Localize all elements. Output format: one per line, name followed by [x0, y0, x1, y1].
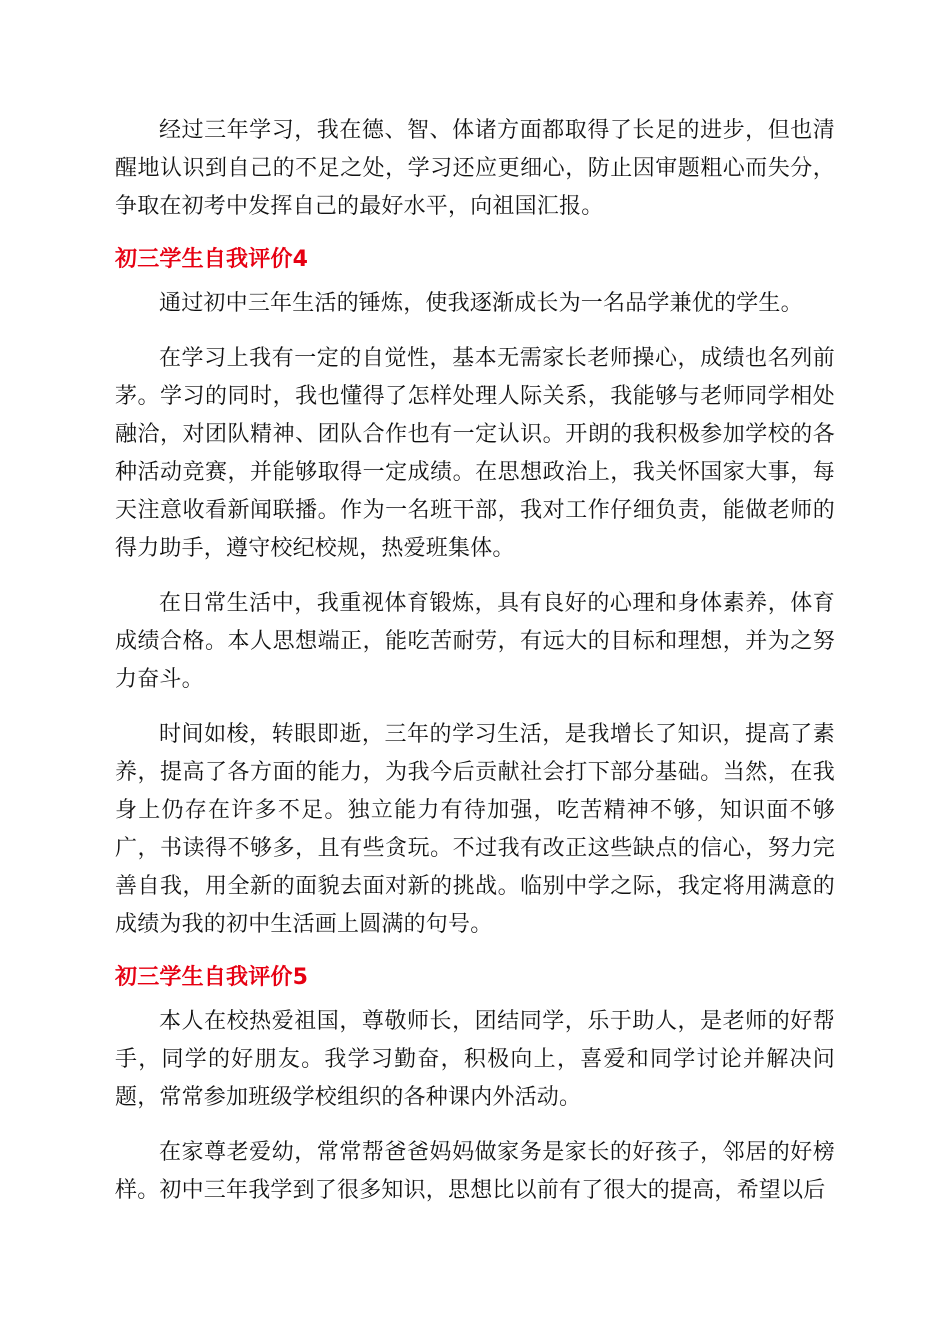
paragraph: 经过三年学习，我在德、智、体诸方面都取得了长足的进步，但也清醒地认识到自己的不足之处，学习还应更细心，防止因审题粗心而失分，争取在初考中发挥自己的最好水平，向祖国汇报。 — [115, 118, 835, 219]
paragraph: 时间如梭，转眼即逝，三年的学习生活，是我增长了知识，提高了素养，提高了各方面的能力，为我今后贡献社会打下部分基础。当然，在我身上仍存在许多不足。独立能力有待加强，吃苦精神不够，知识面不够广，书读得不够多，且有些贪玩。不过我有改正这些缺点的信心，努力完善自我，用全新的面貌去面对新的挑战。临别中学之际，我定将用满意的成绩为我的初中生活画上圆满的句号。 — [115, 722, 835, 937]
paragraph: 在学习上我有一定的自觉性，基本无需家长老师操心，成绩也名列前茅。学习的同时，我也懂得了怎样处理人际关系，我能够与老师同学相处融洽，对团队精神、团队合作也有一定认识。开朗的我积极参加学校的各种活动竞赛，并能够取得一定成绩。在思想政治上，我关怀国家大事，每天注意收看新闻联播。作为一名班干部，我对工作仔细负责，能做老师的得力助手，遵守校纪校规，热爱班集体。 — [115, 346, 835, 561]
paragraph: 本人在校热爱祖国，尊敬师长，团结同学，乐于助人，是老师的好帮手，同学的好朋友。我学习勤奋，积极向上，喜爱和同学讨论并解决问题，常常参加班级学校组织的各种课内外活动。 — [115, 1009, 835, 1110]
document-page — [115, 112, 835, 1227]
section-heading-5: 初三学生自我评价5 — [115, 965, 309, 990]
section-heading-4: 初三学生自我评价4 — [115, 247, 309, 272]
paragraph: 在日常生活中，我重视体育锻炼，具有良好的心理和身体素养，体育成绩合格。本人思想端正，能吃苦耐劳，有远大的目标和理想，并为之努力奋斗。 — [115, 591, 835, 692]
paragraph: 在家尊老爱幼，常常帮爸爸妈妈做家务是家长的好孩子，邻居的好榜样。初中三年我学到了很多知识，思想比以前有了很大的提高，希望以后 — [115, 1140, 835, 1203]
paragraph: 通过初中三年生活的锤炼，使我逐渐成长为一名品学兼优的学生。 — [159, 291, 803, 316]
